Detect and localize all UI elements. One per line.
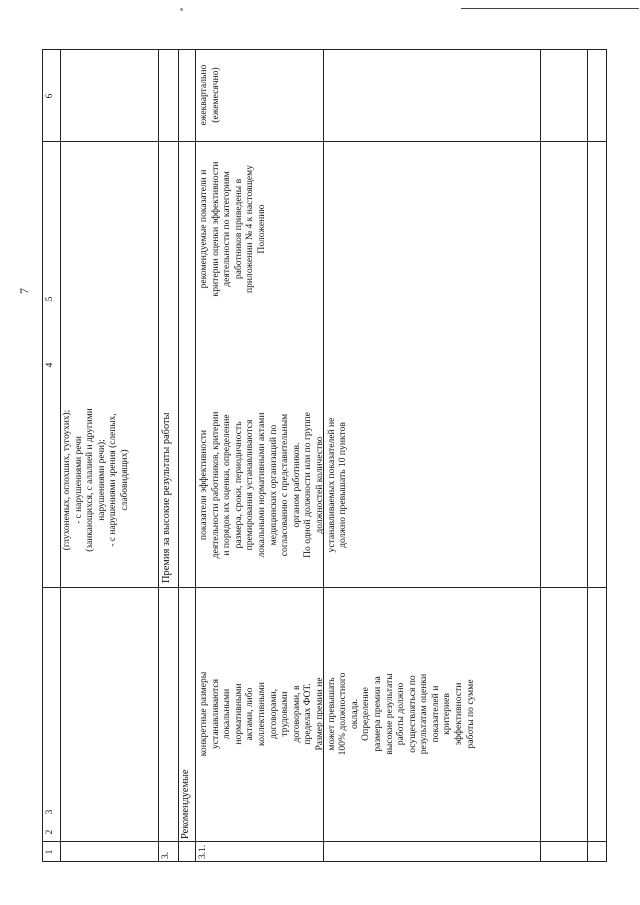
page-number: 7 xyxy=(17,288,31,294)
scan-speck xyxy=(180,8,183,11)
row-line-b xyxy=(158,49,159,862)
cont-row-col4: (глухонемых, оглохших, тугоухих); - с нарушениями речи (заикающихся, с алалией и другими нарушениями речи); - с нарушениями зрения (слепых, слабовидящих) xyxy=(62,408,130,552)
row-3-1-col4: показатели эффективности деятельности работников, критерии и порядок их оценки, определение размера, сроки, периодичность премирования устанавливаются локальными нормативными актами медицинских организаций по согласованию с представительным органом работников. По одной должности или по группе должностей количество устанавливаемых показателей не должно превышать 10 пунктов xyxy=(198,411,349,559)
col-header-5: 5 xyxy=(45,296,55,302)
row-line-c xyxy=(178,49,179,862)
col-header-2: 2 xyxy=(45,829,55,835)
section-number: 3. xyxy=(161,851,171,859)
row-line-g xyxy=(587,49,588,862)
table-bottom-border xyxy=(606,49,607,862)
col-header-6: 6 xyxy=(45,93,55,99)
col-header-4: 4 xyxy=(45,362,55,368)
section-title: Премия за высокие результаты работы xyxy=(161,412,172,583)
col-sep-3-4 xyxy=(42,587,607,588)
row-3-1-col5: рекомендуемые показатели и критерии оценки эффективности деятельности по категориям работников приведены в приложении № 4 к настоящему Положению xyxy=(198,161,267,297)
row-3-1-col3: конкретные размеры устанавливаются локальными нормативными актами, либо коллективными договорами, трудовыми договорами, в пределах ФОТ. Размер премии не может превышать 100% должностного оклада. Определение размера премии за высокие результаты работы должно осуществляться по результатам оценки показателей и критериев эффективности работы по сумме xyxy=(198,671,476,757)
table-top-border xyxy=(42,49,43,862)
table-border-right xyxy=(42,49,607,50)
col-header-1: 1 xyxy=(45,849,55,855)
row-3-1-col2: Рекомендуемые xyxy=(180,769,191,839)
row-3-1-col6: ежеквартально (ежемесячно) xyxy=(198,64,221,126)
row-3-1-number: 3.1. xyxy=(198,844,208,859)
row-line-d xyxy=(195,49,196,862)
col-sep-5-6 xyxy=(42,141,607,142)
table-border-left xyxy=(42,861,607,862)
col-header-3: 3 xyxy=(45,809,55,815)
col-sep-1-2 xyxy=(42,841,607,842)
row-line-f xyxy=(540,49,541,862)
row-line-a xyxy=(60,49,61,862)
